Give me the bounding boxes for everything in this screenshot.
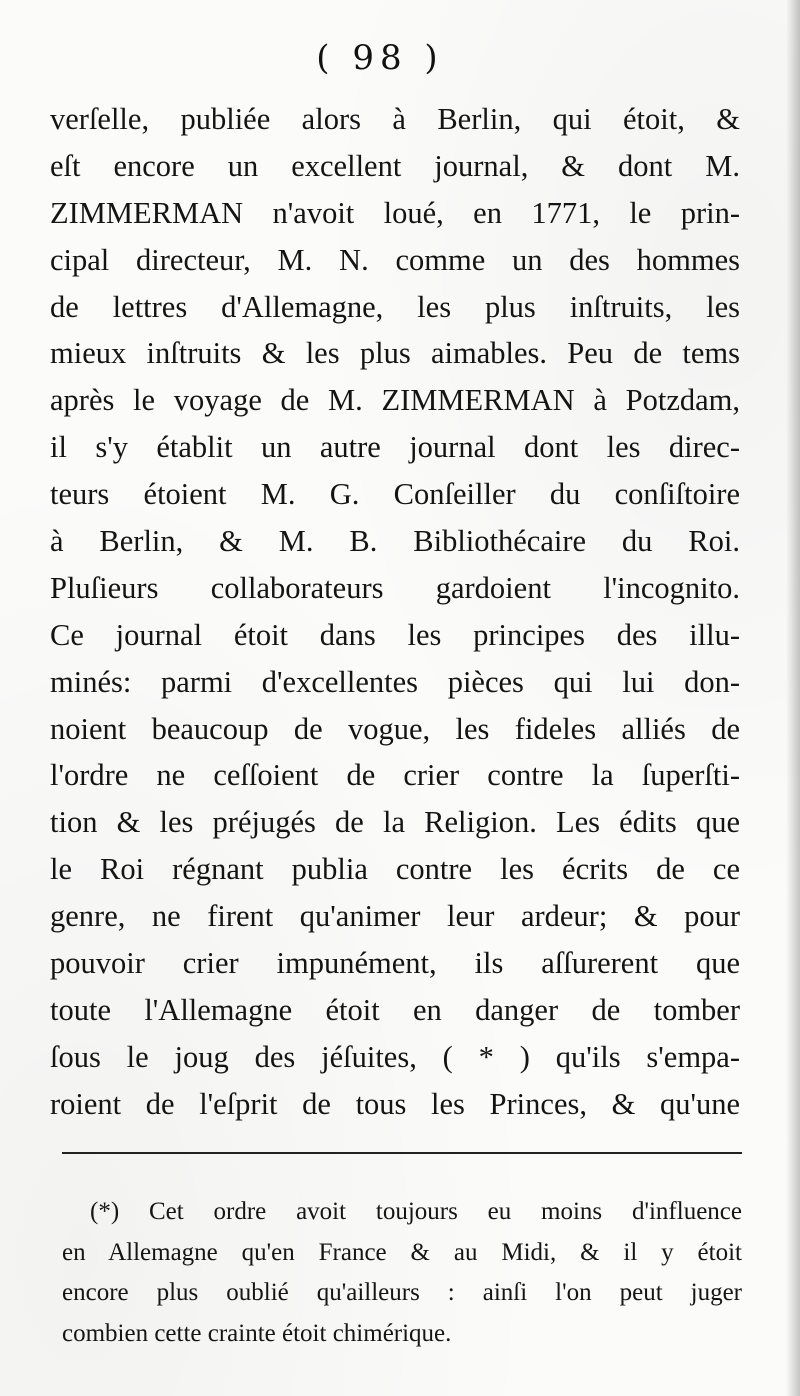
text-line: tion & les préjugés de la Religion. Les édits que <box>50 805 740 840</box>
footnote-rule <box>62 1152 742 1154</box>
text-line: ZIMMERMAN n'avoit loué, en 1771, le prin- <box>50 195 740 230</box>
footnote-line: encore plus oublié qu'ailleurs : ainſi l'on peut juger <box>62 1279 742 1306</box>
page-number: ( 98 ) <box>316 38 444 78</box>
text-line: ſous le joug des jéſuites, ( * ) qu'ils s'empa- <box>50 1039 740 1074</box>
text-line: après le voyage de M. ZIMMERMAN à Potzdam, <box>50 383 740 418</box>
footnote-line: combien cette crainte étoit chimérique. <box>62 1319 452 1347</box>
text-line: teurs étoient M. G. Conſeiller du conſiſtoire <box>50 477 740 512</box>
text-line: l'ordre ne ceſſoient de crier contre la ſuperſti- <box>50 758 740 793</box>
text-line: cipal directeur, M. N. comme un des hommes <box>50 242 740 277</box>
text-line: pouvoir crier impunément, ils aſſurerent que <box>50 946 740 981</box>
text-line: eſt encore un excellent journal, & dont M. <box>50 148 740 183</box>
footnote-line: en Allemagne qu'en France & au Midi, & il y étoit <box>62 1238 742 1266</box>
text-line: Pluſieurs collaborateurs gardoient l'incognito. <box>50 570 740 605</box>
text-line: genre, ne firent qu'animer leur ardeur; & pour <box>50 899 740 934</box>
text-line: noient beaucoup de vogue, les fideles alliés de <box>50 711 740 746</box>
text-line: il s'y établit un autre journal dont les direc- <box>50 430 740 465</box>
text-line: minés: parmi d'excellentes pièces qui lui don- <box>50 664 740 699</box>
footnote-line: (*) Cet ordre avoit toujours eu moins d'influence <box>90 1198 742 1225</box>
text-line: verſelle, publiée alors à Berlin, qui étoit, & <box>50 102 740 136</box>
text-line: à Berlin, & M. B. Bibliothécaire du Roi. <box>50 524 740 559</box>
text-line: Ce journal étoit dans les principes des illu- <box>50 617 740 652</box>
page-edge-shadow <box>786 0 800 1396</box>
text-line: mieux inſtruits & les plus aimables. Peu de tems <box>50 336 740 371</box>
text-line: le Roi régnant publia contre les écrits de ce <box>50 852 740 887</box>
body-text <box>50 96 740 1128</box>
text-line: roient de l'eſprit de tous les Princes, & qu'une <box>50 1086 740 1121</box>
text-line: toute l'Allemagne étoit en danger de tomber <box>50 992 740 1027</box>
footnote <box>62 1192 742 1354</box>
text-line: de lettres d'Allemagne, les plus inſtruits, les <box>50 289 740 324</box>
